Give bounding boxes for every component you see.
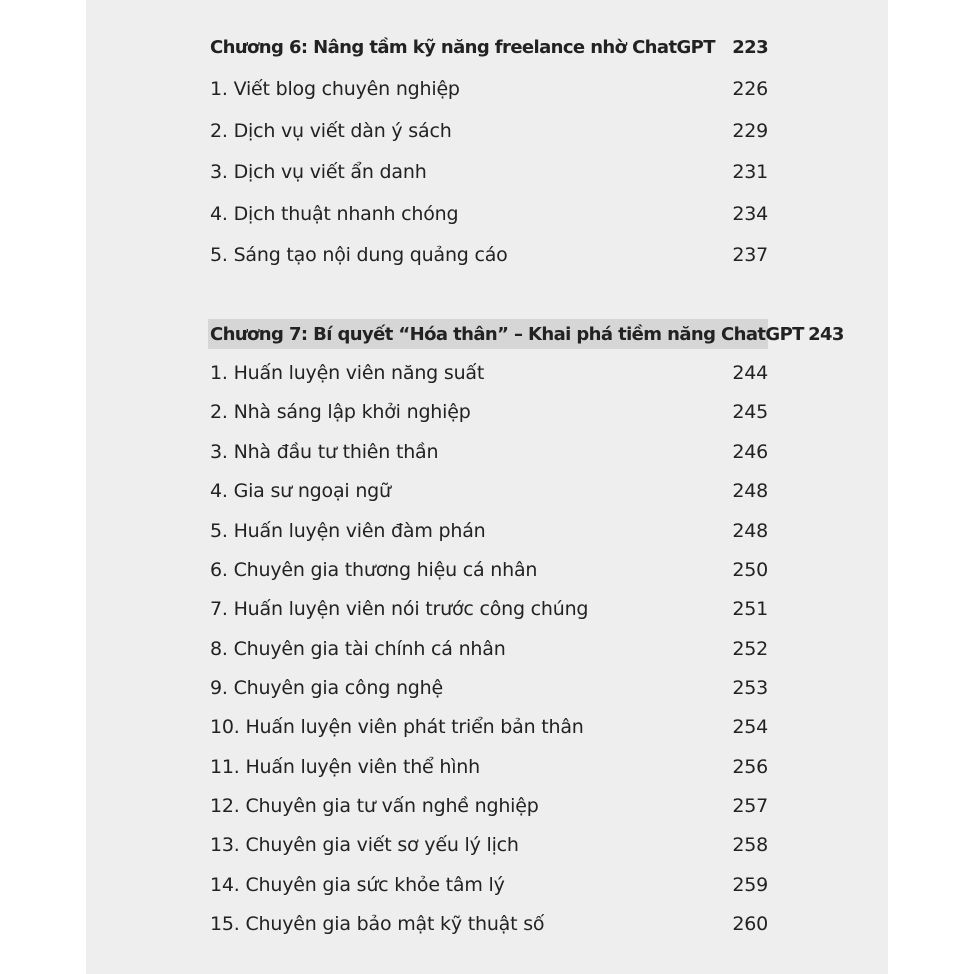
entry-title: 7. Huấn luyện viên nói trước công chúng bbox=[210, 598, 589, 620]
toc-entry bbox=[210, 634, 768, 664]
toc-entry bbox=[210, 74, 768, 104]
entry-title: 4. Gia sư ngoại ngữ bbox=[210, 480, 391, 502]
entry-page-number: 244 bbox=[732, 362, 768, 384]
entry-page-number: 258 bbox=[732, 834, 768, 856]
entry-title: 15. Chuyên gia bảo mật kỹ thuật số bbox=[210, 913, 545, 935]
entry-title: 1. Huấn luyện viên năng suất bbox=[210, 362, 485, 384]
entry-title: 1. Viết blog chuyên nghiệp bbox=[210, 78, 460, 100]
toc-entry bbox=[210, 870, 768, 900]
toc-entry bbox=[210, 712, 768, 742]
entry-page-number: 256 bbox=[732, 756, 768, 778]
entry-title: 12. Chuyên gia tư vấn nghề nghiệp bbox=[210, 795, 539, 817]
entry-page-number: 248 bbox=[732, 520, 768, 542]
entry-title: 8. Chuyên gia tài chính cá nhân bbox=[210, 638, 506, 660]
chapter-7-heading bbox=[208, 319, 844, 349]
entry-page-number: 250 bbox=[732, 559, 768, 581]
entry-title: 9. Chuyên gia công nghệ bbox=[210, 677, 444, 699]
toc-entry bbox=[210, 437, 768, 467]
toc-entry bbox=[210, 673, 768, 703]
entry-page-number: 231 bbox=[732, 161, 768, 183]
entry-page-number: 229 bbox=[732, 120, 768, 142]
entry-title: 5. Sáng tạo nội dung quảng cáo bbox=[210, 244, 508, 266]
entry-page-number: 259 bbox=[732, 874, 768, 896]
entry-page-number: 252 bbox=[732, 638, 768, 660]
toc-entry bbox=[210, 830, 768, 860]
toc-entry bbox=[210, 555, 768, 585]
entry-title: 6. Chuyên gia thương hiệu cá nhân bbox=[210, 559, 538, 581]
chapter-6-heading bbox=[210, 32, 768, 62]
entry-title: 4. Dịch thuật nhanh chóng bbox=[210, 203, 459, 225]
toc-entry bbox=[210, 358, 768, 388]
entry-page-number: 251 bbox=[732, 598, 768, 620]
entry-title: 2. Nhà sáng lập khởi nghiệp bbox=[210, 401, 471, 423]
entry-title: 10. Huấn luyện viên phát triển bản thân bbox=[210, 716, 584, 738]
entry-title: 13. Chuyên gia viết sơ yếu lý lịch bbox=[210, 834, 519, 856]
toc-entry bbox=[210, 791, 768, 821]
entry-page-number: 253 bbox=[732, 677, 768, 699]
toc-entry bbox=[210, 476, 768, 506]
entry-page-number: 237 bbox=[732, 244, 768, 266]
entry-title: 2. Dịch vụ viết dàn ý sách bbox=[210, 120, 452, 142]
entry-title: 11. Huấn luyện viên thể hình bbox=[210, 756, 480, 778]
toc-entry bbox=[210, 240, 768, 270]
entry-title: 14. Chuyên gia sức khỏe tâm lý bbox=[210, 874, 505, 896]
entry-title: 3. Dịch vụ viết ẩn danh bbox=[210, 161, 427, 183]
entry-title: 3. Nhà đầu tư thiên thần bbox=[210, 441, 439, 463]
toc-entry bbox=[210, 752, 768, 782]
toc-entry bbox=[210, 909, 768, 939]
entry-page-number: 234 bbox=[732, 203, 768, 225]
toc-entry bbox=[210, 397, 768, 427]
entry-page-number: 257 bbox=[732, 795, 768, 817]
entry-page-number: 245 bbox=[732, 401, 768, 423]
toc-entry bbox=[210, 594, 768, 624]
entry-page-number: 254 bbox=[732, 716, 768, 738]
chapter-title: Chương 7: Bí quyết “Hóa thân” – Khai phá tiềm năng ChatGPT bbox=[210, 323, 804, 345]
chapter-title: Chương 6: Nâng tầm kỹ năng freelance nhờ ChatGPT bbox=[210, 36, 715, 58]
toc-entry bbox=[210, 199, 768, 229]
chapter-page-number: 243 bbox=[808, 323, 844, 345]
toc-entry bbox=[210, 157, 768, 187]
entry-page-number: 248 bbox=[732, 480, 768, 502]
entry-page-number: 246 bbox=[732, 441, 768, 463]
toc-entry bbox=[210, 116, 768, 146]
toc-entry bbox=[210, 516, 768, 546]
entry-title: 5. Huấn luyện viên đàm phán bbox=[210, 520, 486, 542]
chapter-page-number: 223 bbox=[732, 36, 768, 58]
entry-page-number: 226 bbox=[732, 78, 768, 100]
entry-page-number: 260 bbox=[732, 913, 768, 935]
